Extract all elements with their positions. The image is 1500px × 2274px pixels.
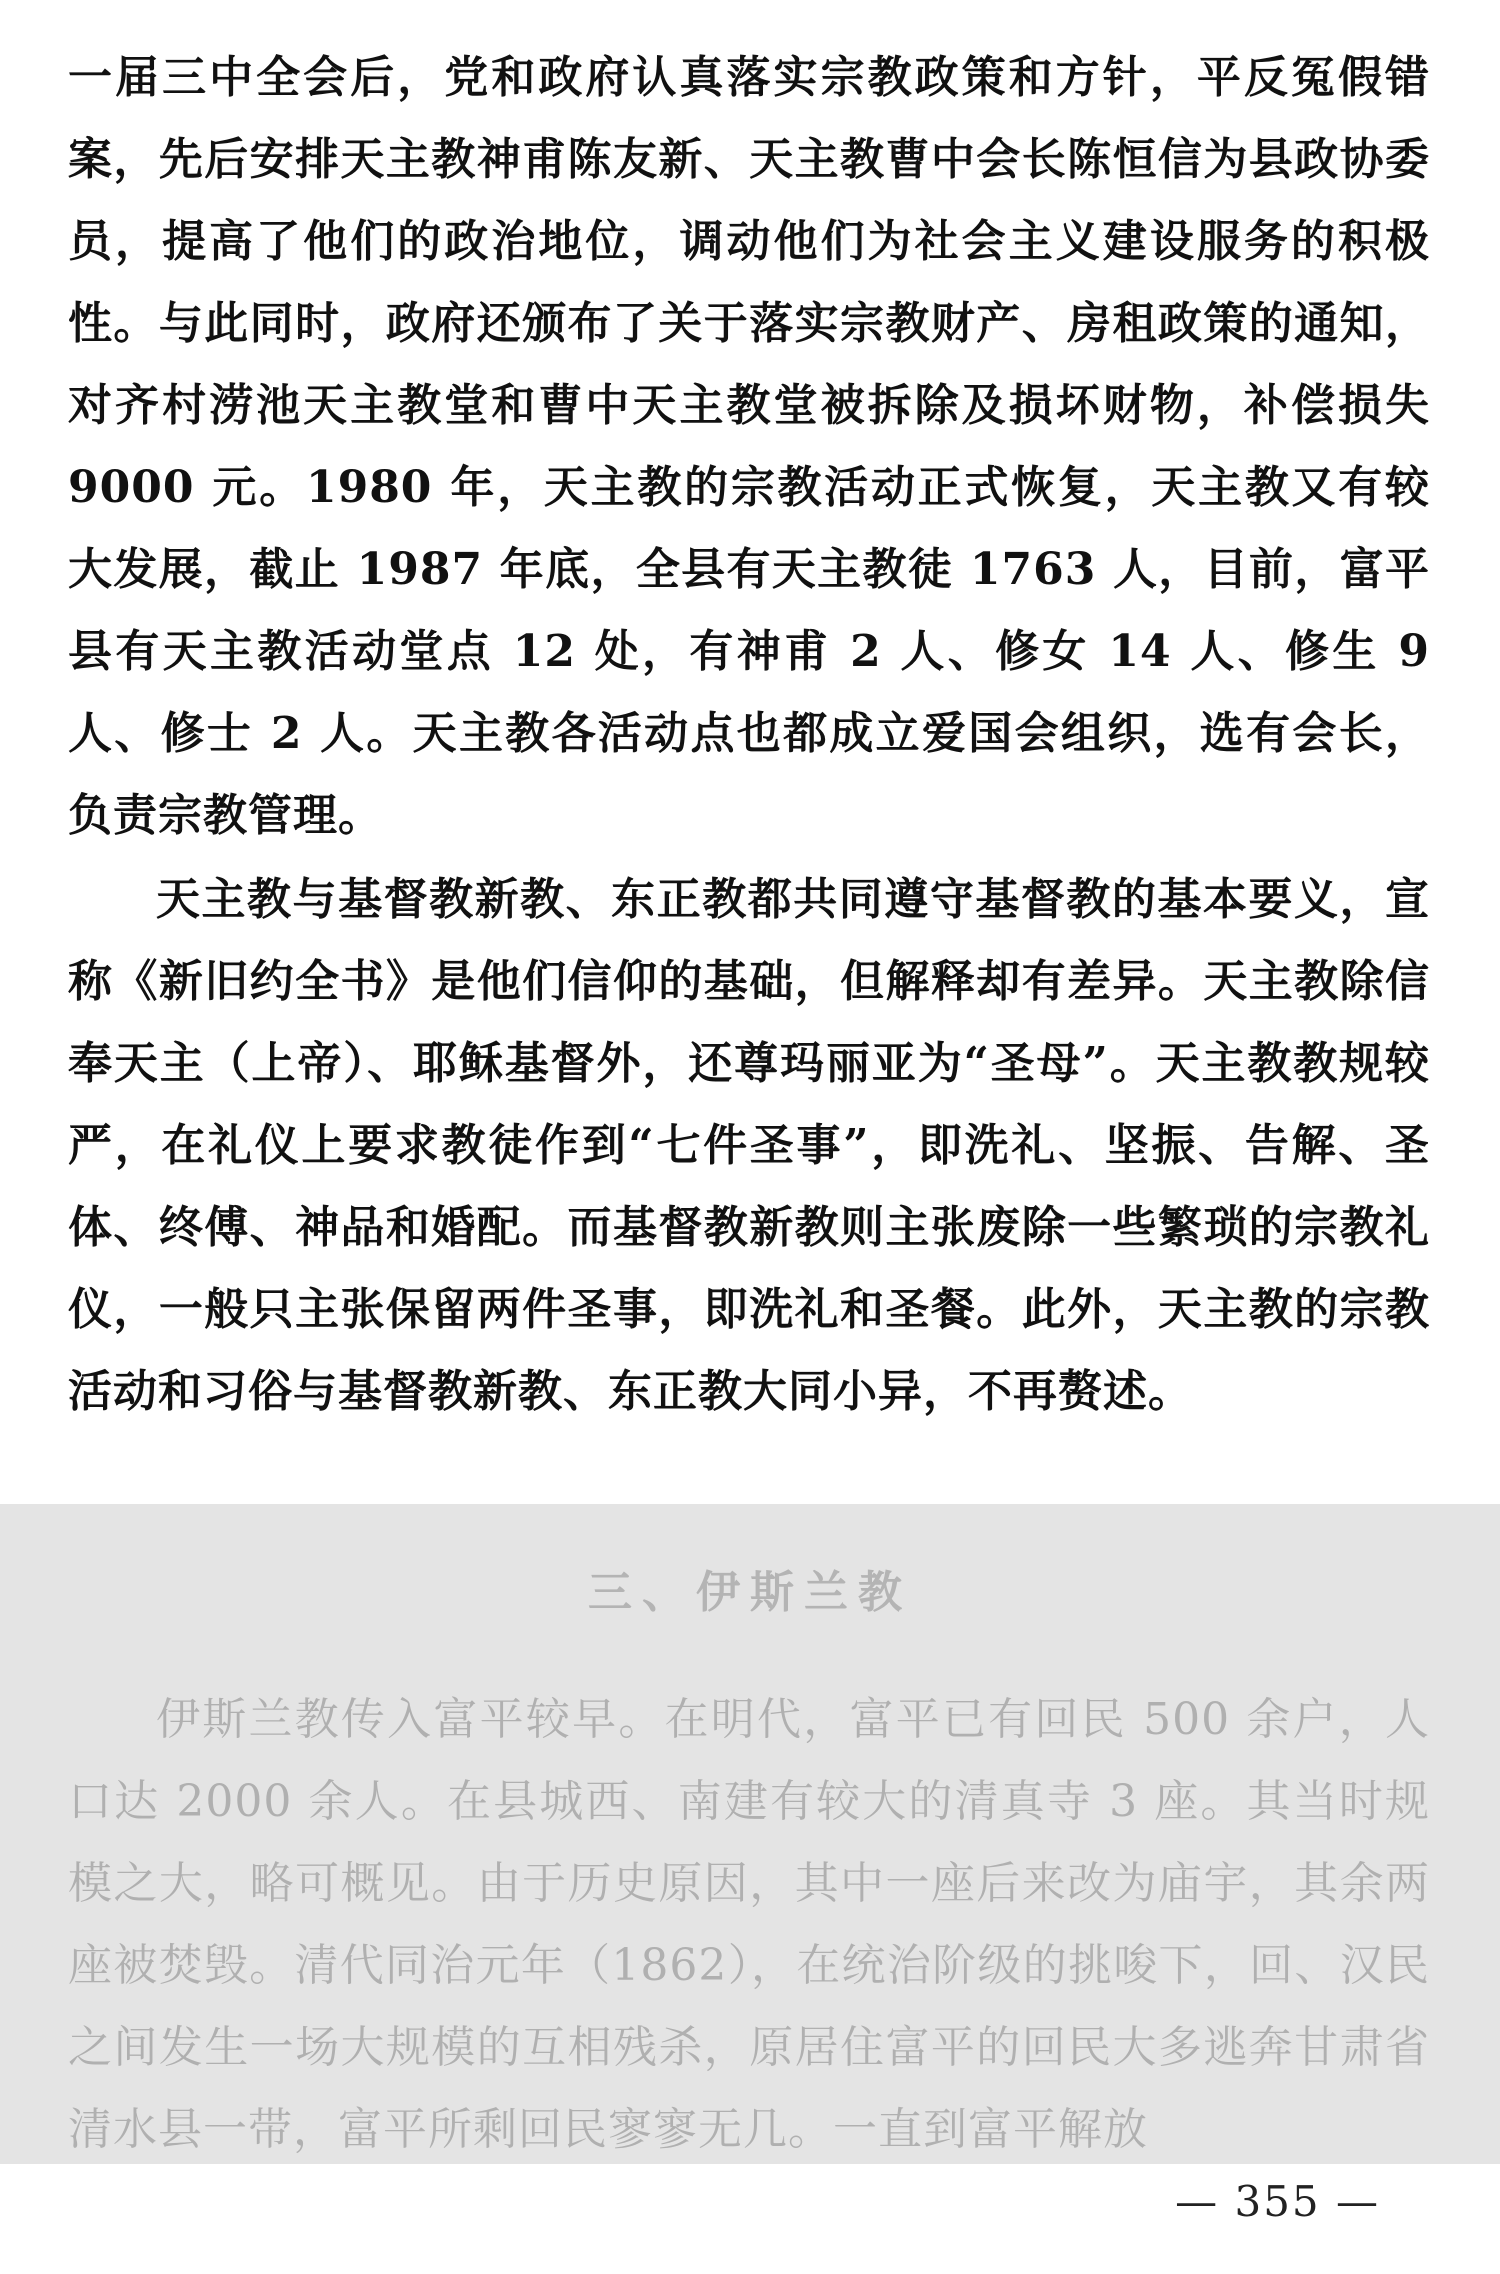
section-heading-islam: 三、伊斯兰教: [588, 1567, 912, 1618]
paragraph-catholic-policy: 一届三中全会后，党和政府认真落实宗教政策和方针，平反冤假错案，先后安排天主教神甫陈友新、天主教曹中会长陈恒信为县政协委员，提高了他们的政治地位，调动他们为社会主义建设服务的积极性。与此同时，政府还颁布了关于落实宗教财产、房租政策的通知，对齐村涝池天主教堂和曹中天主教堂被拆除及损坏财物，补偿损失 9000 元。1980 年，天主教的宗教活动正式恢复，天主教又有较大发展，截止 1987 年底，全县有天主教徒 1763 人，目前，富平县有天主教活动堂点 12 处，有神甫 2 人、修女 14 人、修生 9 人、修士 2 人。天主教各活动点也都成立爱国会组织，选有会长，负责宗教管理。: [68, 52, 1430, 841]
page-number: — 355 —: [1175, 2177, 1380, 2226]
paragraph-islam-history: 伊斯兰教传入富平较早。在明代，富平已有回民 500 余户，人口达 2000 余人。在县城西、南建有较大的清真寺 3 座。其当时规模之大，略可概见。由于历史原因，其中一座后来改为庙宇，其余两座被焚毁。清代同治元年（1862），在统治阶级的挑唆下，回、汉民之间发生一场大规模的互相残杀，原居住富平的回民大多逃奔甘肃省清水县一带，富平所剩回民寥寥无几。一直到富平解放: [68, 1694, 1430, 2155]
paragraph-catholic-doctrine: 天主教与基督教新教、东正教都共同遵守基督教的基本要义，宣称《新旧约全书》是他们信仰的基础，但解释却有差异。天主教除信奉天主（上帝）、耶稣基督外，还尊玛丽亚为“圣母”。天主教教规较严，在礼仪上要求教徒作到“七件圣事”，即洗礼、坚振、告解、圣体、终傅、神品和婚配。而基督教新教则主张废除一些繁琐的宗教礼仪，一般只主张保留两件圣事，即洗礼和圣餐。此外，天主教的宗教活动和习俗与基督教新教、东正教大同小异，不再赘述。: [68, 874, 1430, 1417]
